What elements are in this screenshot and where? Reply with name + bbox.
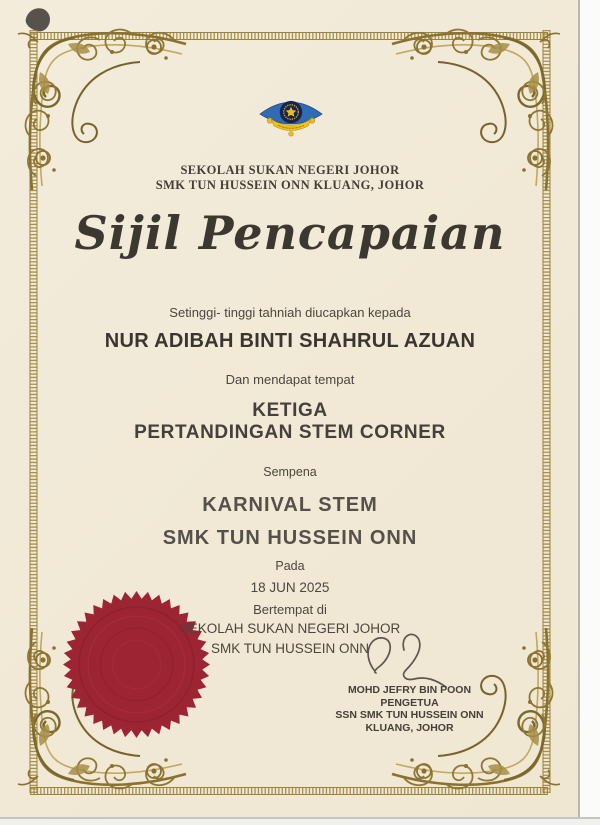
certificate-title: Sijil Pencapaian	[74, 206, 506, 260]
handwritten-signature	[352, 628, 467, 690]
award-placement: KETIGA	[252, 400, 328, 421]
recipient-name: NUR ADIBAH BINTI SHAHRUL AZUAN	[104, 330, 476, 352]
award-intro: Dan mendapat tempat	[225, 372, 355, 387]
event-host: SMK TUN HUSSEIN ONN	[162, 527, 418, 549]
school-crest-logo	[258, 94, 324, 142]
occasion-intro: Sempena	[263, 465, 317, 479]
signatory-school: SSN SMK TUN HUSSEIN ONN	[335, 709, 484, 721]
salutation-text: Setinggi- tinggi tahniah diucapkan kepada	[169, 305, 411, 320]
date-intro: Pada	[275, 559, 305, 573]
signatory-location: KLUANG, JOHOR	[365, 721, 454, 734]
venue-intro: Bertempat di	[253, 602, 327, 617]
event-name: KARNIVAL STEM	[202, 494, 378, 516]
issuer-line-1: SEKOLAH SUKAN NEGERI JOHOR	[180, 163, 400, 177]
award-competition: PERTANDINGAN STEM CORNER	[134, 422, 446, 443]
signatory-block	[327, 684, 492, 734]
signatory-name: MOHD JEFRY BIN POON	[347, 684, 472, 696]
signatory-title: PENGETUA	[380, 696, 439, 709]
venue-line-2: SMK TUN HUSSEIN ONN	[210, 641, 370, 656]
venue-line-1: SEKOLAH SUKAN NEGERI JOHOR	[179, 621, 401, 636]
issuer-line-2: SMK TUN HUSSEIN ONN KLUANG, JOHOR	[155, 178, 425, 192]
event-date: 18 JUN 2025	[250, 580, 330, 595]
scanner-edge-bottom	[0, 817, 600, 825]
scanner-edge-right	[578, 0, 600, 825]
